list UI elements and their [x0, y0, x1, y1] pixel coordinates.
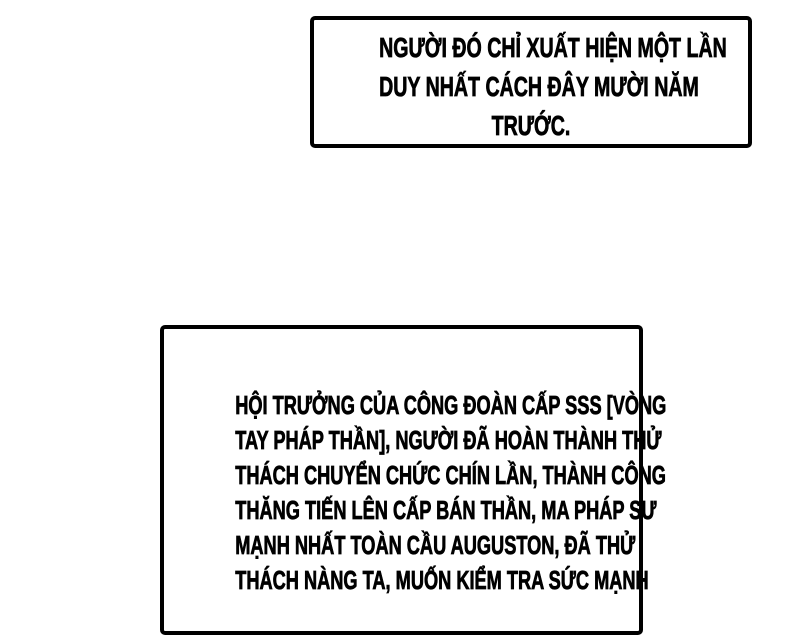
speech-text-line: THĂNG TIẾN LÊN CẤP BÁN THẦN, MA PHÁP SƯ: [235, 495, 657, 525]
speech-text-line: MẠNH NHẤT TOÀN CẦU AUGUSTON, ĐÃ THỬ: [235, 530, 636, 560]
speech-box-top: [310, 16, 752, 148]
speech-text-line: THÁCH CHUYỂN CHỨC CHÍN LẦN, THÀNH CÔNG: [235, 460, 666, 490]
speech-text-line: HỘI TRƯỞNG CỦA CÔNG ĐOÀN CẤP SSS [VÒNG: [235, 390, 667, 420]
speech-text-line: DUY NHẤT CÁCH ĐÂY MƯỜI NĂM: [379, 71, 699, 102]
speech-box-bottom: [160, 325, 667, 635]
speech-text-line: TAY PHÁP THẦN], NGƯỜI ĐÃ HOÀN THÀNH THỬ: [235, 425, 662, 455]
speech-box-bottom-text: [235, 388, 667, 598]
speech-box-top-text: [379, 28, 727, 145]
speech-text-line: THÁCH NÀNG TA, MUỐN KIỂM TRA SỨC MẠNH: [235, 565, 649, 595]
speech-text-line: TRƯỚC.: [491, 110, 571, 141]
speech-text-line: NGƯỜI ĐÓ CHỈ XUẤT HIỆN MỘT LẦN: [379, 32, 727, 63]
